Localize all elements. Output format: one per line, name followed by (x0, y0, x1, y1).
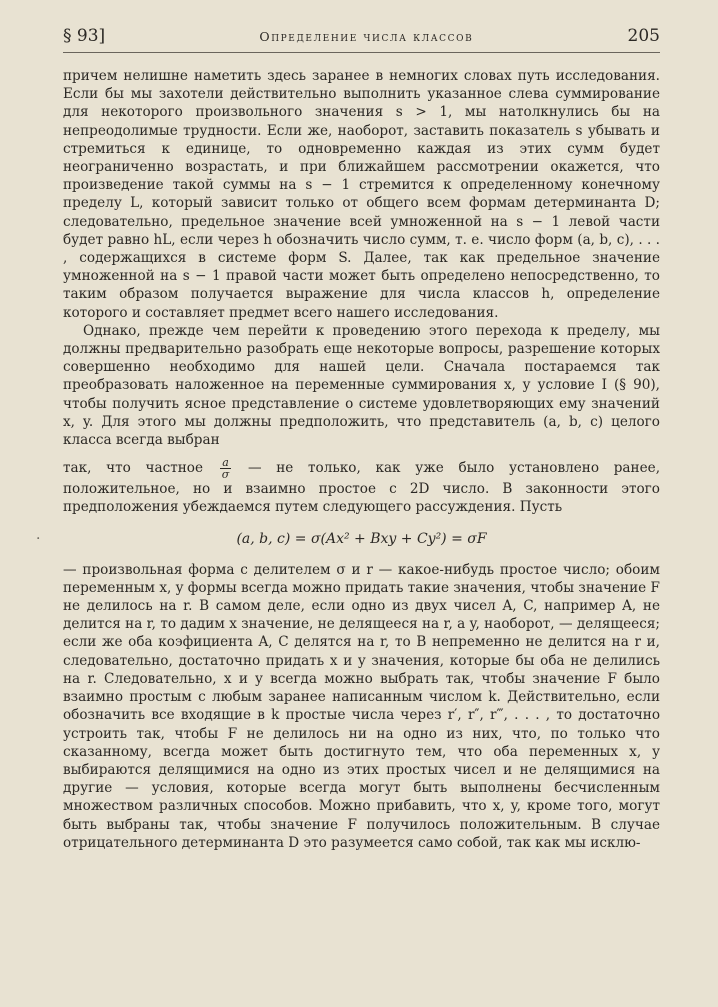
section-reference: § 93] (63, 26, 106, 46)
page-number: 205 (627, 26, 660, 46)
body-text (63, 67, 660, 852)
running-header (63, 26, 660, 53)
paragraph-2-continued (63, 457, 660, 516)
paragraph-2-lead: так, что частное (63, 460, 204, 477)
paragraph-1: причем нелишне наметить здесь заранее в немногих словах путь исследования. Если бы мы захотели действительно выполнить указанное слева суммирование для некоторого произвольного значения s > 1, мы натолкнулись бы на непреодолимые трудности. Если же, наоборот, заставить показатель s убывать и стремиться к единице, то одновременно каждая из этих сумм будет неограниченно возрастать, и при ближайшем рассмотрении окажется, что произведение такой суммы на s − 1 стремится к определенному конечному пределу L, который зависит только от общего всем формам детерминанта D; следовательно, предельное значение всей умноженной на s − 1 левой части будет равно hL, если через h обозначить число сумм, т. е. число форм (a, b, c), . . . , содержащихся в системе форм S. Далее, так как предельное значение умноженной на s − 1 правой части может быть определено непосредственно, то таким образом получается выражение для числа классов h, определение которого и составляет предмет всего нашего исследования. (63, 68, 660, 321)
fraction-denominator: σ (221, 468, 230, 482)
paragraph-2-tail: — не только, как уже было установлено ранее, положительное, но и взаимно простое с 2D число. В законности этого предположения убеждаемся путем следующего рассуждения. Пусть (63, 460, 661, 516)
display-formula: (a, b, c) = σ(Ax² + Bxy + Cy²) = σF (236, 530, 487, 547)
fraction-a-over-sigma (220, 457, 232, 480)
paragraph-3: — произвольная форма с делителем σ и r — какое-нибудь простое число; обоим переменным x, y формы всегда можно придать такие значения, чтобы значение F не делилось на r. В самом деле, если одно из двух чисел A, C, например A, не делится на r, то дадим x значение, не делящееся на r, а y, наоборот, — делящееся; если же оба коэфициента A, C делятся на r, то B непременно не делится на r и, следовательно, достаточно придать x и y значения, которые бы оба не делились на r. Следовательно, x и y всегда можно выбрать так, чтобы значение F было взаимно простым с любым заранее написанным числом k. Действительно, если обозначить все входящие в k простые числа через r′, r″, r‴, . . . , то достаточно устроить так, чтобы F не делилось ни на одно из них, что, по только что сказанному, всегда может быть достигнуто тем, что оба переменных x, y выбираются делящимися на одно из этих простых чисел и не делящимися на другие — условия, которые всегда могут быть выполнены бесчисленным множеством различных способов. Можно прибавить, что x, y, кроме того, могут быть выбраны так, чтобы значение F получилось положительным. В случае отрицательного детерминанта D это разумеется само собой, так как мы исклю- (63, 561, 660, 851)
paragraph-2: Однако, прежде чем перейти к проведению этого перехода к пределу, мы должны предварительно разобрать еще некоторые вопросы, разрешение которых совершенно необходимо для нашей цели. Сначала постараемся так преобразовать наложенное на переменные суммирования x, y условие I (§ 90), чтобы получить ясное представление о системе удовлетворяющих ему значений x, y. Для этого мы должны предположить, что представитель (a, b, c) целого класса всегда выбран (63, 322, 660, 449)
fraction-numerator: a (220, 457, 232, 469)
margin-mark: · (36, 531, 41, 547)
running-title: Определение числа классов (259, 29, 474, 44)
